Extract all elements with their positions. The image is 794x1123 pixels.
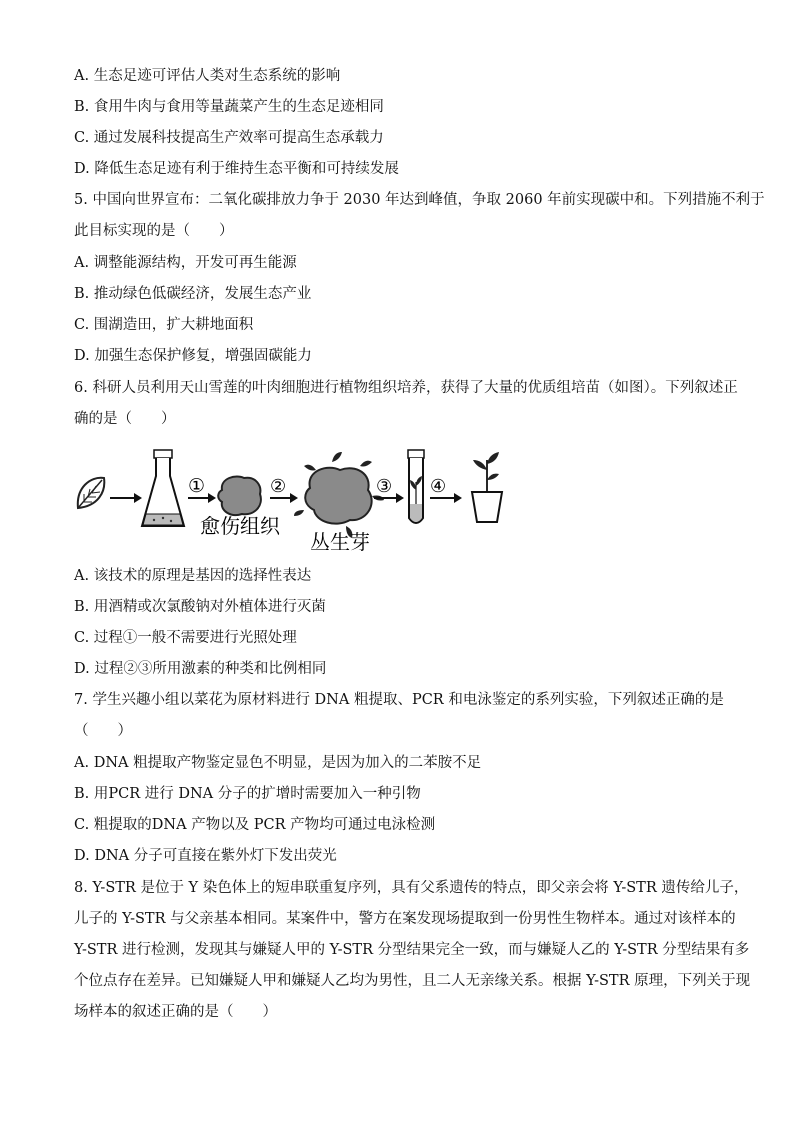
- q8-stem-line2: 儿子的 Y-STR 与父亲基本相同。某案件中，警方在案发现场提取到一份男性生物样本。通过对该样本的: [74, 911, 736, 927]
- q4-option-d: D. 降低生态足迹有利于维持生态平衡和可持续发展: [74, 161, 399, 177]
- q6-option-b: B. 用酒精或次氯酸钠对外植体进行灭菌: [74, 599, 326, 615]
- q4-option-a: A. 生态足迹可评估人类对生态系统的影响: [74, 68, 341, 84]
- flask-icon: [142, 450, 184, 526]
- q6-option-d: D. 过程②③所用激素的种类和比例相同: [74, 661, 327, 677]
- q6-option-c: C. 过程①一般不需要进行光照处理: [74, 630, 297, 646]
- q8-stem-line1: 8. Y-STR 是位于 Y 染色体上的短串联重复序列，具有父系遗传的特点，即父亲会将 Y-STR 遗传给儿子，: [74, 880, 749, 896]
- step-1-label: ①: [188, 475, 206, 497]
- q8-stem-line4: 个位点存在差异。已知嫌疑人甲和嫌疑人乙均为男性，且二人无亲缘关系。根据 Y-STR 原理，下列关于现: [74, 973, 751, 989]
- q5-stem-line2: 此目标实现的是（ ）: [74, 223, 234, 239]
- q5-option-a: A. 调整能源结构，开发可再生能源: [74, 255, 297, 271]
- q6-stem-line1: 6. 科研人员利用天山雪莲的叶肉细胞进行植物组织培养，获得了大量的优质组培苗（如图）。下列叙述正: [74, 380, 738, 396]
- q4-option-b: B. 食用牛肉与食用等量蔬菜产生的生态足迹相同: [74, 99, 384, 115]
- step-2-label: ②: [270, 476, 287, 497]
- tissue-culture-figure: [70, 446, 530, 556]
- q7-stem-line2: （ ）: [74, 723, 132, 739]
- q8-stem-line5: 场样本的叙述正确的是（ ）: [74, 1004, 277, 1020]
- q7-stem-line1: 7. 学生兴趣小组以菜花为原材料进行 DNA 粗提取、PCR 和电泳鉴定的系列实验，下列叙述正确的是: [74, 692, 724, 708]
- q7-option-c: C. 粗提取的DNA 产物以及 PCR 产物均可通过电泳检测: [74, 817, 436, 833]
- q6-option-a: A. 该技术的原理是基因的选择性表达: [74, 568, 312, 584]
- step-3-label: ③: [376, 476, 393, 497]
- q5-option-c: C. 围湖造田，扩大耕地面积: [74, 317, 254, 333]
- buds-label: 丛生芽: [310, 530, 370, 554]
- q8-stem-line3: Y-STR 进行检测，发现其与嫌疑人甲的 Y-STR 分型结果完全一致，而与嫌疑人乙的 Y-STR 分型结果有多: [74, 942, 750, 958]
- leaf-icon: [78, 478, 104, 508]
- q5-option-b: B. 推动绿色低碳经济，发展生态产业: [74, 286, 312, 302]
- q7-option-d: D. DNA 分子可直接在紫外灯下发出荧光: [74, 848, 337, 864]
- q6-stem-line2: 确的是（ ）: [74, 411, 176, 427]
- callus-label: 愈伤组织: [200, 514, 280, 538]
- q7-option-a: A. DNA 粗提取产物鉴定显色不明显，是因为加入的二苯胺不足: [74, 755, 482, 771]
- arrow-icon: [110, 493, 142, 503]
- test-tube-icon: [408, 450, 424, 523]
- q7-option-b: B. 用PCR 进行 DNA 分子的扩增时需要加入一种引物: [74, 786, 421, 802]
- step-4-label: ④: [430, 476, 447, 497]
- q5-stem-line1: 5. 中国向世界宣布：二氧化碳排放力争于 2030 年达到峰值，争取 2060 年前实现碳中和。下列措施不利于: [74, 192, 765, 208]
- potted-plant-icon: [472, 452, 502, 522]
- q4-option-c: C. 通过发展科技提高生产效率可提高生态承载力: [74, 130, 384, 146]
- tissue-culture-diagram: [70, 446, 530, 556]
- q5-option-d: D. 加强生态保护修复，增强固碳能力: [74, 348, 312, 364]
